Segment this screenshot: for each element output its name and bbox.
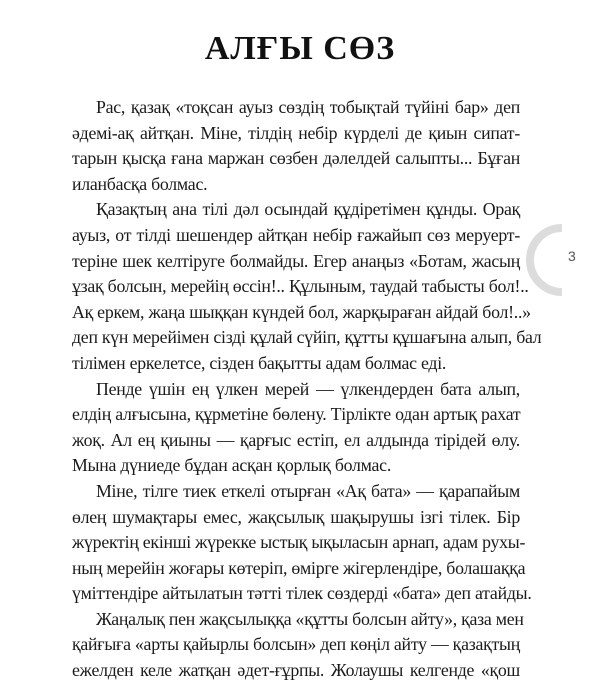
text-line: Мына дүниеде бұдан асқан қорлық болмас. [72,455,392,476]
text-line: ежелден келе жатқан әдет-ғұрпы. Жолаушы келгенде «қош [72,660,520,681]
text-line: тілімен еркелетсе, сізден бақытты адам болмас еді. [72,352,447,373]
page-tab-ring-icon [524,222,600,298]
text-line: ның мерейін жоғары көтеріп, өмірге жігерлендіре, болашаққа [72,557,526,578]
text-line: жүректің екінші жүрекке ыстық ықыласын арнап, адам рухы- [72,532,526,553]
text-line: әдемі-ақ айтқан. Міне, тілдің небір күрделі де қиын сипат- [72,122,520,143]
page-title: АЛҒЫ СӨЗ [204,29,396,67]
text-line: Қазақтың ана тілі дәл осындай құдіретімен құнды. Орақ [96,199,520,220]
text-line: Жаңалық пен жақсылыққа «құтты болсын айту», қаза мен [96,608,524,629]
page-number: 3 [568,248,576,264]
text-line: жоқ. Ал ең қиыны — қарғыс естіп, ел алдында тірідей өлу. [72,429,520,450]
text-line: Ақ еркем, жаңа шыққан күндей бол, жарқыраған айдай бол!..» [72,301,531,322]
page-tab [524,222,600,298]
text-line: елдің алғысына, құрметіне бөлену. Тірлікте одан артық рахат [72,404,521,425]
text-line: тарын қысқа ғана маржан сөзбен дәлелдей салыпты... Бұған [72,148,520,169]
text-line: Міне, тілге тиек еткелі отырған «Ақ бата» — қарапайым [96,480,520,501]
text-line: иланбасқа болмас. [72,173,208,194]
text-line: ұзақ болсын, мерейің өссін!.. Құлыным, таудай табысты бол!.. [72,276,529,297]
text-line: Рас, қазақ «тоқсан ауыз сөздің тобықтай түйіні бар» деп [96,97,520,117]
text-line: қайғыға «арты қайырлы болсын» деп көңіл айту — қазақтың [72,634,520,655]
text-line: ауыз, от тілді шешендер айтқан небір ғажайып сөз меруерт- [72,224,520,245]
text-line: теріне шек келтіруге болмайды. Егер анаңыз «Ботам, жасың [72,250,520,271]
text-line: Пенде үшін ең үлкен мерей — үлкендерден бата алып, [96,378,520,399]
text-line: деп күн мерейімен сізді құлай сүйіп, құтты құшағына алып, бал [72,327,542,348]
text-line: үміттендіре айтылатын тәтті тілек сөздерді «бата» деп атайды. [72,583,532,604]
text-line: өлең шумақтары емес, жақсылық шақырушы ізгі тілек. Бір [72,506,520,527]
body-text [72,95,542,684]
